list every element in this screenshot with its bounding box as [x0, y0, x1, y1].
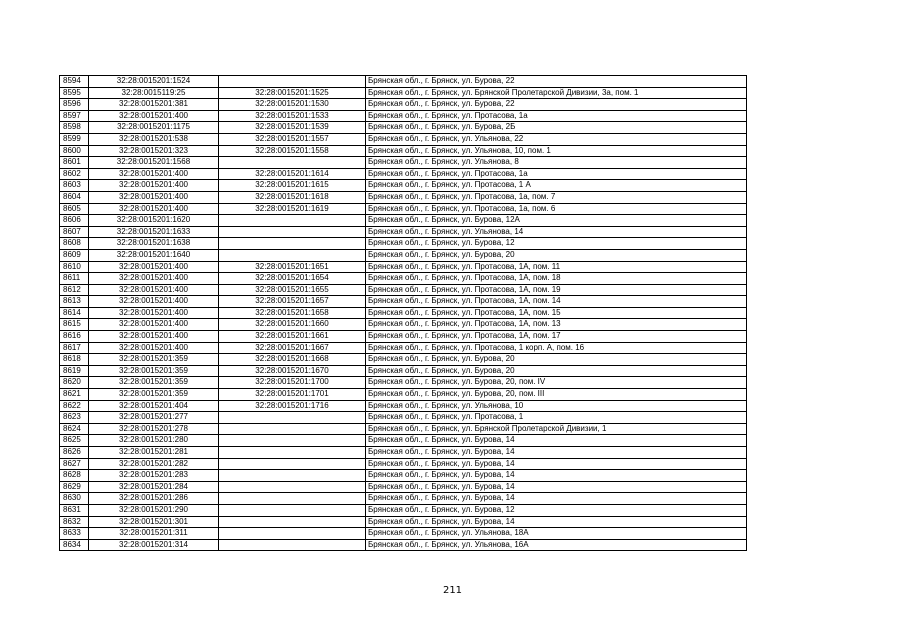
cadastral-number-cell: 32:28:0015201:280 [89, 435, 219, 447]
table-row [60, 319, 747, 331]
table-row [60, 435, 747, 447]
premises-cadastral-number-cell: 32:28:0015201:1716 [219, 400, 366, 412]
premises-cadastral-number-cell [219, 504, 366, 516]
premises-cadastral-number-cell: 32:28:0015201:1558 [219, 145, 366, 157]
premises-cadastral-number-cell [219, 435, 366, 447]
row-number-cell: 8594 [60, 76, 89, 88]
cadastral-number-cell: 32:28:0015201:1620 [89, 215, 219, 227]
premises-cadastral-number-cell: 32:28:0015201:1654 [219, 273, 366, 285]
address-cell: Брянская обл., г. Брянск, ул. Бурова, 20 [366, 249, 747, 261]
table-row [60, 528, 747, 540]
address-cell: Брянская обл., г. Брянск, ул. Ульянова, 22 [366, 133, 747, 145]
cadastral-number-cell: 32:28:0015201:400 [89, 319, 219, 331]
table-row [60, 261, 747, 273]
premises-cadastral-number-cell: 32:28:0015201:1614 [219, 168, 366, 180]
row-number-cell: 8602 [60, 168, 89, 180]
table-row [60, 157, 747, 169]
table-row [60, 110, 747, 122]
address-cell: Брянская обл., г. Брянск, ул. Бурова, 20 [366, 365, 747, 377]
address-cell: Брянская обл., г. Брянск, ул. Бурова, 14 [366, 447, 747, 459]
address-cell: Брянская обл., г. Брянск, ул. Протасова, 1 [366, 412, 747, 424]
cadastral-number-cell: 32:28:0015201:400 [89, 342, 219, 354]
address-cell: Брянская обл., г. Брянск, ул. Бурова, 12 [366, 504, 747, 516]
address-cell: Брянская обл., г. Брянск, ул. Бурова, 22 [366, 99, 747, 111]
cadastral-number-cell: 32:28:0015201:381 [89, 99, 219, 111]
premises-cadastral-number-cell [219, 539, 366, 551]
table-row [60, 354, 747, 366]
cadastral-number-cell: 32:28:0015201:400 [89, 273, 219, 285]
row-number-cell: 8608 [60, 238, 89, 250]
cadastral-number-cell: 32:28:0015201:1175 [89, 122, 219, 134]
row-number-cell: 8605 [60, 203, 89, 215]
table-row [60, 423, 747, 435]
premises-cadastral-number-cell: 32:28:0015201:1658 [219, 307, 366, 319]
row-number-cell: 8633 [60, 528, 89, 540]
row-number-cell: 8620 [60, 377, 89, 389]
row-number-cell: 8616 [60, 331, 89, 343]
cadastral-number-cell: 32:28:0015201:284 [89, 481, 219, 493]
row-number-cell: 8609 [60, 249, 89, 261]
premises-cadastral-number-cell: 32:28:0015201:1701 [219, 389, 366, 401]
table-row [60, 377, 747, 389]
address-cell: Брянская обл., г. Брянск, ул. Ульянова, 16А [366, 539, 747, 551]
cadastral-number-cell: 32:28:0015201:400 [89, 284, 219, 296]
address-cell: Брянская обл., г. Брянск, ул. Протасова, 1 А [366, 180, 747, 192]
row-number-cell: 8613 [60, 296, 89, 308]
premises-cadastral-number-cell [219, 470, 366, 482]
row-number-cell: 8599 [60, 133, 89, 145]
table-row [60, 412, 747, 424]
table-row [60, 203, 747, 215]
table-row [60, 516, 747, 528]
premises-cadastral-number-cell: 32:28:0015201:1618 [219, 191, 366, 203]
cadastral-number-cell: 32:28:0015201:359 [89, 377, 219, 389]
premises-cadastral-number-cell [219, 157, 366, 169]
cadastral-number-cell: 32:28:0015201:1524 [89, 76, 219, 88]
address-cell: Брянская обл., г. Брянск, ул. Протасова, 1а [366, 168, 747, 180]
table-row [60, 238, 747, 250]
page-number: 211 [442, 585, 463, 596]
table-row [60, 99, 747, 111]
table-row [60, 168, 747, 180]
address-cell: Брянская обл., г. Брянск, ул. Протасова, 1А, пом. 13 [366, 319, 747, 331]
table-row [60, 87, 747, 99]
address-cell: Брянская обл., г. Брянск, ул. Бурова, 14 [366, 470, 747, 482]
row-number-cell: 8624 [60, 423, 89, 435]
row-number-cell: 8607 [60, 226, 89, 238]
cadastral-number-cell: 32:28:0015201:404 [89, 400, 219, 412]
address-cell: Брянская обл., г. Брянск, ул. Протасова, 1 корп. А, пом. 16 [366, 342, 747, 354]
address-cell: Брянская обл., г. Брянск, ул. Бурова, 20, пом. III [366, 389, 747, 401]
address-cell: Брянская обл., г. Брянск, ул. Брянской Пролетарской Дивизии, 1 [366, 423, 747, 435]
cadastral-number-cell: 32:28:0015201:282 [89, 458, 219, 470]
address-cell: Брянская обл., г. Брянск, ул. Протасова, 1а, пом. 6 [366, 203, 747, 215]
address-cell: Брянская обл., г. Брянск, ул. Ульянова, 10 [366, 400, 747, 412]
cadastral-number-cell: 32:28:0015201:277 [89, 412, 219, 424]
property-register-table [59, 75, 747, 551]
address-cell: Брянская обл., г. Брянск, ул. Протасова, 1А, пом. 19 [366, 284, 747, 296]
table-row [60, 76, 747, 88]
row-number-cell: 8611 [60, 273, 89, 285]
row-number-cell: 8597 [60, 110, 89, 122]
premises-cadastral-number-cell [219, 249, 366, 261]
address-cell: Брянская обл., г. Брянск, ул. Бурова, 22 [366, 76, 747, 88]
cadastral-number-cell: 32:28:0015201:400 [89, 296, 219, 308]
table-row [60, 215, 747, 227]
address-cell: Брянская обл., г. Брянск, ул. Бурова, 12 [366, 238, 747, 250]
premises-cadastral-number-cell: 32:28:0015201:1525 [219, 87, 366, 99]
cadastral-number-cell: 32:28:0015201:538 [89, 133, 219, 145]
premises-cadastral-number-cell: 32:28:0015201:1670 [219, 365, 366, 377]
cadastral-number-cell: 32:28:0015201:359 [89, 354, 219, 366]
table-row [60, 389, 747, 401]
cadastral-number-cell: 32:28:0015201:283 [89, 470, 219, 482]
row-number-cell: 8601 [60, 157, 89, 169]
table-row [60, 400, 747, 412]
premises-cadastral-number-cell [219, 226, 366, 238]
cadastral-number-cell: 32:28:0015201:400 [89, 180, 219, 192]
row-number-cell: 8598 [60, 122, 89, 134]
row-number-cell: 8619 [60, 365, 89, 377]
register-table-body [60, 76, 747, 551]
row-number-cell: 8600 [60, 145, 89, 157]
row-number-cell: 8634 [60, 539, 89, 551]
cadastral-number-cell: 32:28:0015201:400 [89, 331, 219, 343]
premises-cadastral-number-cell: 32:28:0015201:1700 [219, 377, 366, 389]
row-number-cell: 8623 [60, 412, 89, 424]
row-number-cell: 8618 [60, 354, 89, 366]
cadastral-number-cell: 32:28:0015201:311 [89, 528, 219, 540]
row-number-cell: 8596 [60, 99, 89, 111]
premises-cadastral-number-cell [219, 458, 366, 470]
premises-cadastral-number-cell: 32:28:0015201:1615 [219, 180, 366, 192]
row-number-cell: 8617 [60, 342, 89, 354]
table-row [60, 180, 747, 192]
table-row [60, 145, 747, 157]
row-number-cell: 8606 [60, 215, 89, 227]
address-cell: Брянская обл., г. Брянск, ул. Ульянова, 14 [366, 226, 747, 238]
row-number-cell: 8610 [60, 261, 89, 273]
premises-cadastral-number-cell [219, 447, 366, 459]
cadastral-number-cell: 32:28:0015201:400 [89, 110, 219, 122]
address-cell: Брянская обл., г. Брянск, ул. Протасова, 1А, пом. 15 [366, 307, 747, 319]
address-cell: Брянская обл., г. Брянск, ул. Протасова, 1а, пом. 7 [366, 191, 747, 203]
table-row [60, 342, 747, 354]
row-number-cell: 8603 [60, 180, 89, 192]
row-number-cell: 8629 [60, 481, 89, 493]
row-number-cell: 8627 [60, 458, 89, 470]
premises-cadastral-number-cell [219, 528, 366, 540]
cadastral-number-cell: 32:28:0015201:400 [89, 261, 219, 273]
row-number-cell: 8612 [60, 284, 89, 296]
row-number-cell: 8622 [60, 400, 89, 412]
premises-cadastral-number-cell: 32:28:0015201:1660 [219, 319, 366, 331]
address-cell: Брянская обл., г. Брянск, ул. Бурова, 2Б [366, 122, 747, 134]
cadastral-number-cell: 32:28:0015201:301 [89, 516, 219, 528]
row-number-cell: 8621 [60, 389, 89, 401]
cadastral-number-cell: 32:28:0015201:281 [89, 447, 219, 459]
row-number-cell: 8595 [60, 87, 89, 99]
premises-cadastral-number-cell [219, 215, 366, 227]
table-row [60, 122, 747, 134]
address-cell: Брянская обл., г. Брянск, ул. Ульянова, 8 [366, 157, 747, 169]
premises-cadastral-number-cell: 32:28:0015201:1651 [219, 261, 366, 273]
premises-cadastral-number-cell [219, 412, 366, 424]
row-number-cell: 8614 [60, 307, 89, 319]
address-cell: Брянская обл., г. Брянск, ул. Бурова, 14 [366, 516, 747, 528]
cadastral-number-cell: 32:28:0015201:400 [89, 168, 219, 180]
table-row [60, 493, 747, 505]
cadastral-number-cell: 32:28:0015201:1638 [89, 238, 219, 250]
row-number-cell: 8632 [60, 516, 89, 528]
table-row [60, 249, 747, 261]
premises-cadastral-number-cell [219, 481, 366, 493]
cadastral-number-cell: 32:28:0015201:400 [89, 203, 219, 215]
premises-cadastral-number-cell: 32:28:0015201:1667 [219, 342, 366, 354]
row-number-cell: 8628 [60, 470, 89, 482]
row-number-cell: 8615 [60, 319, 89, 331]
row-number-cell: 8631 [60, 504, 89, 516]
cadastral-number-cell: 32:28:0015201:359 [89, 365, 219, 377]
address-cell: Брянская обл., г. Брянск, ул. Бурова, 20 [366, 354, 747, 366]
table-row [60, 273, 747, 285]
address-cell: Брянская обл., г. Брянск, ул. Бурова, 20, пом. IV [366, 377, 747, 389]
address-cell: Брянская обл., г. Брянск, ул. Протасова, 1А, пом. 18 [366, 273, 747, 285]
row-number-cell: 8630 [60, 493, 89, 505]
cadastral-number-cell: 32:28:0015201:1633 [89, 226, 219, 238]
address-cell: Брянская обл., г. Брянск, ул. Бурова, 14 [366, 493, 747, 505]
table-row [60, 191, 747, 203]
cadastral-number-cell: 32:28:0015119:25 [89, 87, 219, 99]
premises-cadastral-number-cell [219, 76, 366, 88]
address-cell: Брянская обл., г. Брянск, ул. Бурова, 14 [366, 481, 747, 493]
table-row [60, 470, 747, 482]
cadastral-number-cell: 32:28:0015201:1640 [89, 249, 219, 261]
premises-cadastral-number-cell [219, 516, 366, 528]
cadastral-number-cell: 32:28:0015201:278 [89, 423, 219, 435]
premises-cadastral-number-cell: 32:28:0015201:1657 [219, 296, 366, 308]
table-row [60, 504, 747, 516]
premises-cadastral-number-cell [219, 423, 366, 435]
address-cell: Брянская обл., г. Брянск, ул. Ульянова, 18А [366, 528, 747, 540]
address-cell: Брянская обл., г. Брянск, ул. Бурова, 12А [366, 215, 747, 227]
table-row [60, 365, 747, 377]
address-cell: Брянская обл., г. Брянск, ул. Ульянова, 10, пом. 1 [366, 145, 747, 157]
cadastral-number-cell: 32:28:0015201:1568 [89, 157, 219, 169]
premises-cadastral-number-cell: 32:28:0015201:1557 [219, 133, 366, 145]
row-number-cell: 8604 [60, 191, 89, 203]
cadastral-number-cell: 32:28:0015201:359 [89, 389, 219, 401]
cadastral-number-cell: 32:28:0015201:290 [89, 504, 219, 516]
table-row [60, 458, 747, 470]
cadastral-number-cell: 32:28:0015201:286 [89, 493, 219, 505]
table-row [60, 331, 747, 343]
premises-cadastral-number-cell [219, 493, 366, 505]
address-cell: Брянская обл., г. Брянск, ул. Бурова, 14 [366, 435, 747, 447]
address-cell: Брянская обл., г. Брянск, ул. Протасова, 1а [366, 110, 747, 122]
address-cell: Брянская обл., г. Брянск, ул. Протасова, 1А, пом. 11 [366, 261, 747, 273]
table-row [60, 226, 747, 238]
cadastral-number-cell: 32:28:0015201:400 [89, 191, 219, 203]
cadastral-number-cell: 32:28:0015201:314 [89, 539, 219, 551]
premises-cadastral-number-cell: 32:28:0015201:1655 [219, 284, 366, 296]
address-cell: Брянская обл., г. Брянск, ул. Бурова, 14 [366, 458, 747, 470]
address-cell: Брянская обл., г. Брянск, ул. Протасова, 1А, пом. 14 [366, 296, 747, 308]
table-row [60, 481, 747, 493]
address-cell: Брянская обл., г. Брянск, ул. Протасова, 1А, пом. 17 [366, 331, 747, 343]
cadastral-number-cell: 32:28:0015201:400 [89, 307, 219, 319]
premises-cadastral-number-cell: 32:28:0015201:1619 [219, 203, 366, 215]
table-row [60, 447, 747, 459]
row-number-cell: 8626 [60, 447, 89, 459]
address-cell: Брянская обл., г. Брянск, ул. Брянской Пролетарской Дивизии, 3а, пом. 1 [366, 87, 747, 99]
row-number-cell: 8625 [60, 435, 89, 447]
table-row [60, 307, 747, 319]
premises-cadastral-number-cell: 32:28:0015201:1539 [219, 122, 366, 134]
table-row [60, 133, 747, 145]
table-row [60, 284, 747, 296]
table-row [60, 539, 747, 551]
premises-cadastral-number-cell: 32:28:0015201:1668 [219, 354, 366, 366]
cadastral-number-cell: 32:28:0015201:323 [89, 145, 219, 157]
premises-cadastral-number-cell: 32:28:0015201:1661 [219, 331, 366, 343]
table-row [60, 296, 747, 308]
premises-cadastral-number-cell: 32:28:0015201:1533 [219, 110, 366, 122]
premises-cadastral-number-cell: 32:28:0015201:1530 [219, 99, 366, 111]
premises-cadastral-number-cell [219, 238, 366, 250]
